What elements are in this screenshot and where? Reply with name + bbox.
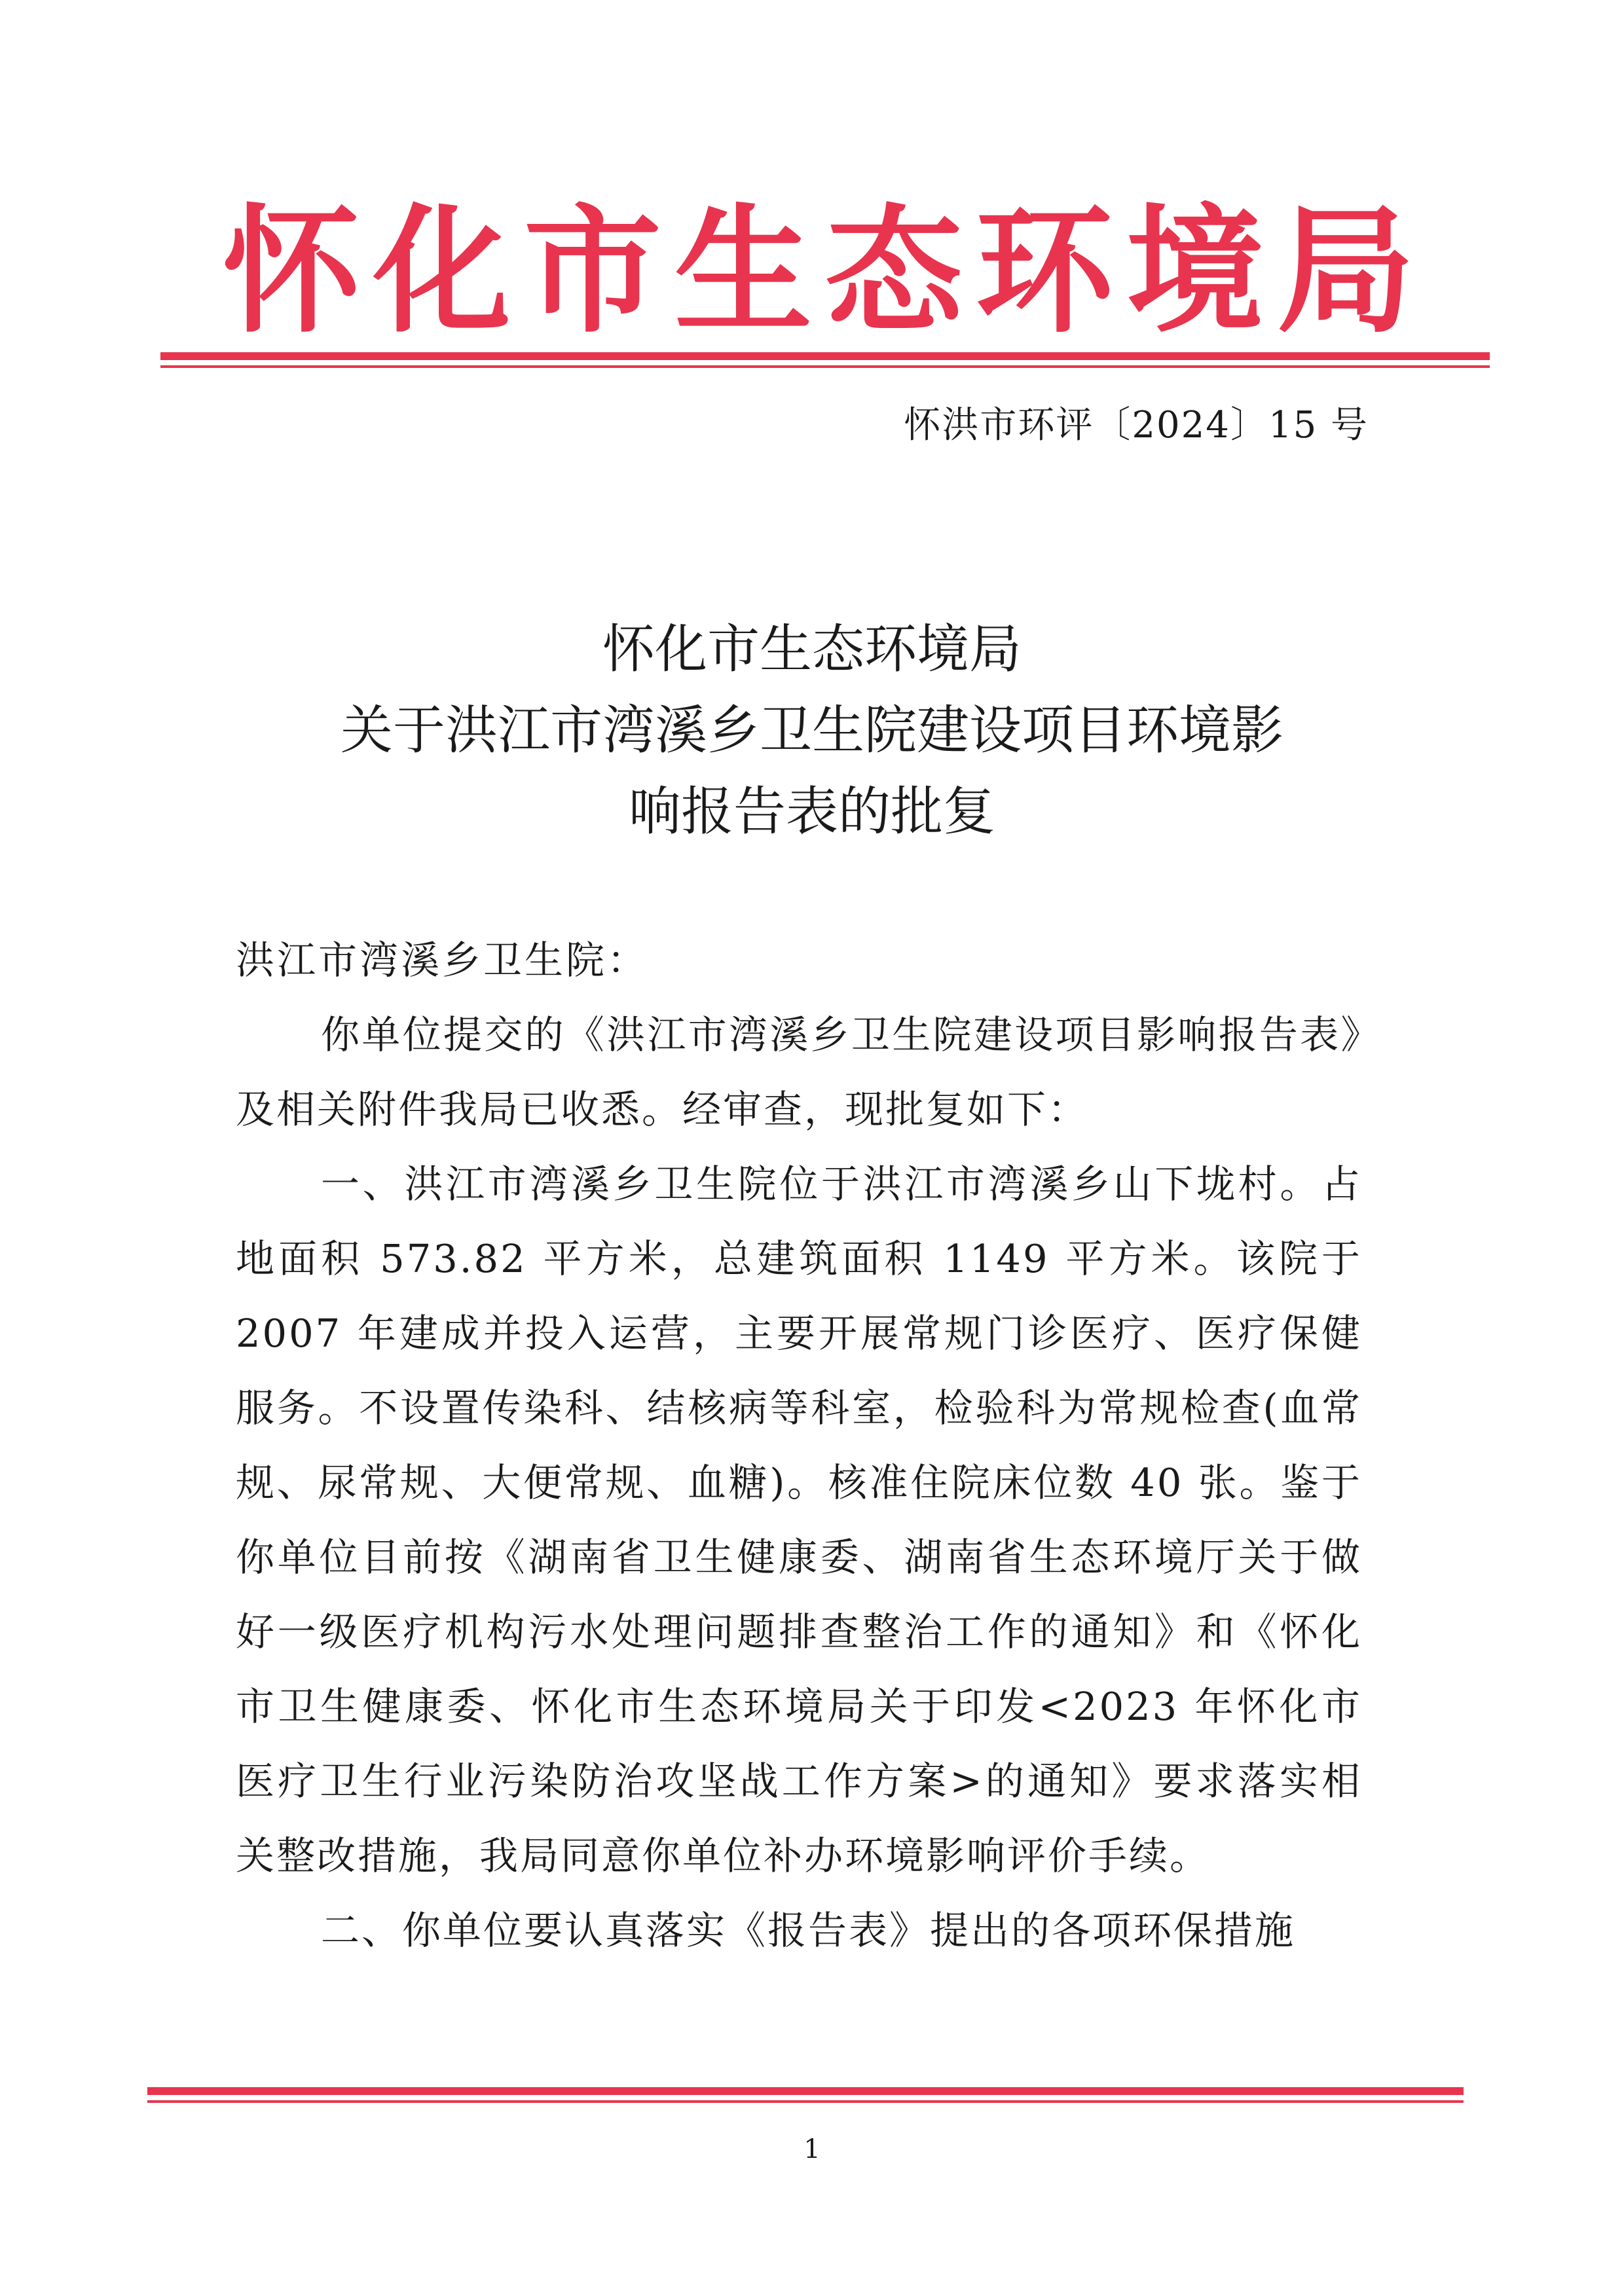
footer-red-rule-thin	[147, 2100, 1464, 2103]
body-paragraph-item-1: 一、洪江市湾溪乡卫生院位于洪江市湾溪乡山下垅村。占地面积 573.82 平方米，总建筑面积 1149 平方米。该院于 2007 年建成并投入运营，主要开展常规门诊医疗、医疗保健服务。不设置传染科、结核病等科室，检验科为常规检查(血常规、尿常规、大便常规、血糖)。核准住院床位数 40 张。鉴于你单位目前按《湖南省卫生健康委、湖南省生态环境厅关于做好一级医疗机构污水处理问题排查整治工作的通知》和《怀化市卫生健康委、怀化市生态环境局关于印发<2023 年怀化市医疗卫生行业污染防治攻坚战工作方案>的通知》要求落实相关整改措施，我局同意你单位补办环境影响评价手续。	[236, 1161, 1362, 1878]
document-body	[236, 923, 1362, 1968]
page-number: 1	[803, 2134, 821, 2164]
salutation: 洪江市湾溪乡卫生院：	[236, 938, 649, 983]
title-line-1: 怀化市生态环境局	[602, 619, 1022, 680]
body-paragraph-intro: 你单位提交的《洪江市湾溪乡卫生院建设项目影响报告表》及相关附件我局已收悉。经审查，现批复如下：	[236, 1012, 1362, 1132]
letterhead-title: 怀化市生态环境局	[223, 191, 1428, 352]
header-red-rule-thick	[160, 352, 1490, 360]
footer-red-rule-thick	[147, 2087, 1464, 2095]
header-red-rule-thin	[160, 365, 1490, 368]
document-title	[249, 609, 1375, 852]
title-line-3: 响报告表的批复	[629, 781, 995, 842]
body-paragraph-item-2: 二、你单位要认真落实《报告表》提出的各项环保措施	[321, 1908, 1296, 1953]
document-number: 怀洪市环评〔2024〕15 号	[904, 404, 1369, 446]
title-line-2: 关于洪江市湾溪乡卫生院建设项目环境影	[341, 700, 1283, 761]
